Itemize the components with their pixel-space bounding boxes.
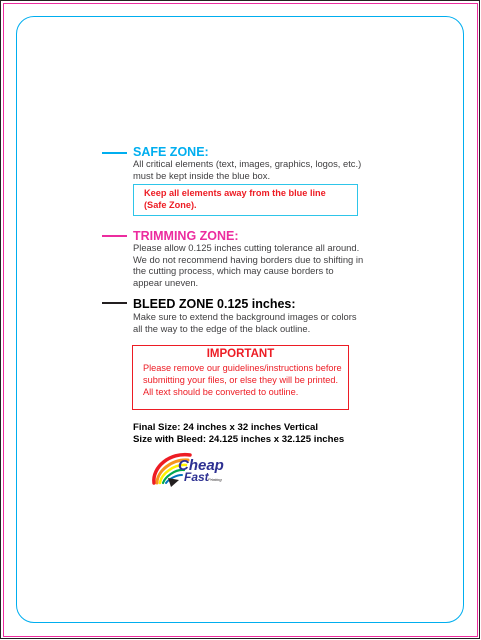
bleed-zone-marker [102,302,127,304]
important-title: IMPORTANT [206,348,275,360]
size-with-bleed: Size with Bleed: 24.125 inches x 32.125 inches [133,434,345,446]
safe-zone-title: SAFE ZONE: [133,145,209,159]
trimming-zone-description [133,242,383,288]
safe-zone-line-2: must be kept inside the blue box. [133,169,271,181]
safe-zone-marker [102,152,127,154]
safe-zone-callout-text [144,188,326,211]
trimming-zone-line-2: We do not recommend having borders due to shifting in [133,253,364,265]
safe-zone-line-1: All critical elements (text, images, graphics, logos, etc.) [133,158,362,169]
logo-word-fast: Fast [184,470,209,484]
important-line-3: All text should be converted to outline. [143,386,299,397]
logo-word-cheap: Cheap [178,457,224,474]
size-info [133,422,344,446]
safe-zone-callout [133,184,358,216]
safe-callout-line-2: (Safe Zone). [144,199,197,210]
cheap-fast-printing-logo [148,449,238,491]
bleed-zone-title: BLEED ZONE 0.125 inches: [133,297,296,311]
safe-zone-description [133,158,383,181]
bleed-zone-line-2: all the way to the edge of the black outline. [133,322,311,334]
trimming-zone-line-4: appear uneven. [133,276,199,288]
important-line-1: Please remove our guidelines/instructions before [143,363,342,373]
final-size: Final Size: 24 inches x 32 inches Vertical [133,422,319,433]
bleed-zone-description [133,311,383,334]
trimming-zone-line-1: Please allow 0.125 inches cutting tolerance all around. [133,242,360,253]
bleed-zone-line-1: Make sure to extend the background images or colors [133,311,357,322]
trimming-zone-title: TRIMMING ZONE: [133,229,239,243]
important-notice [132,345,349,410]
logo-word-printing: Printing [208,477,222,482]
safe-callout-line-1: Keep all elements away from the blue line [144,188,326,198]
trimming-zone-line-3: the cutting process, which may cause borders to [133,265,334,277]
important-text [143,363,342,398]
trimming-zone-marker [102,235,127,237]
important-line-2: submitting your files, or else they will be printed. [143,374,339,385]
